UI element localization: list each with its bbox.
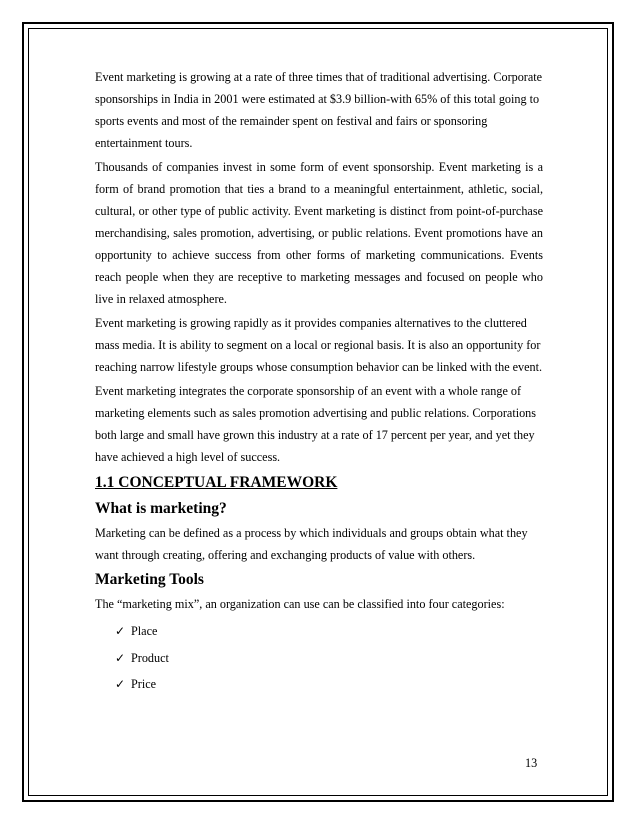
paragraph-event-sponsorship: Thousands of companies invest in some form of event sponsorship. Event marketing is a form of brand promotion that ties a brand to a meaningful entertainment, athletic, social, cultural, or other type of public activity. Event marketing is distinct from point-of-purchase merchandising, sales promotion, advertising, or public relations. Event promotions have an opportunity to achieve success from other forms of marketing communications. Events reach people when they are receptive to marketing messages and focused on people who live in relaxed atmosphere.: [95, 160, 543, 306]
list-item-label: Place: [131, 624, 158, 638]
paragraph-marketing-mix: The “marketing mix”, an organization can use can be classified into four categories:: [95, 597, 505, 611]
page-number: 13: [525, 756, 538, 770]
paragraph-event-marketing-growth: Event marketing is growing at a rate of three times that of traditional advertising. Corporate sponsorships in India in 2001 were estimated at $3.9 billion-with 65% of this total going to sports events and most of the remainder spent on festival and fairs or sponsoring entertainment tours.: [95, 70, 543, 150]
marketing-tools-heading: Marketing Tools: [95, 571, 204, 588]
list-item-label: Price: [131, 677, 157, 691]
marketing-mix-list: [95, 618, 543, 698]
checkmark-icon: ✓: [115, 624, 126, 638]
checkmark-icon: ✓: [115, 650, 126, 665]
section-heading: 1.1 CONCEPTUAL FRAMEWORK: [95, 474, 338, 491]
page-content: [95, 66, 543, 698]
paragraph-event-marketing-integration: Event marketing integrates the corporate sponsorship of an event with a whole range of marketing elements such as sales promotion advertising and public relations. Corporations both large and small have grown this industry at a rate of 17 percent per year, and yet they have achieved a high level of success.: [95, 384, 537, 464]
paragraph-event-marketing-alternatives: Event marketing is growing rapidly as it provides companies alternatives to the cluttered mass media. It is ability to segment on a local or regional basis. It is also an opportunity for reaching narrow lifestyle groups whose consumption behavior can be linked with the event.: [95, 316, 543, 374]
list-item: [115, 618, 543, 645]
paragraph-marketing-definition: Marketing can be defined as a process by which individuals and groups obtain what they want through creating, offering and exchanging products of value with others.: [95, 526, 528, 562]
list-item-label: Product: [131, 650, 169, 665]
checkmark-icon: ✓: [115, 677, 126, 691]
list-item: [115, 645, 543, 672]
what-is-marketing-heading: What is marketing?: [95, 500, 227, 517]
list-item: [115, 671, 543, 698]
